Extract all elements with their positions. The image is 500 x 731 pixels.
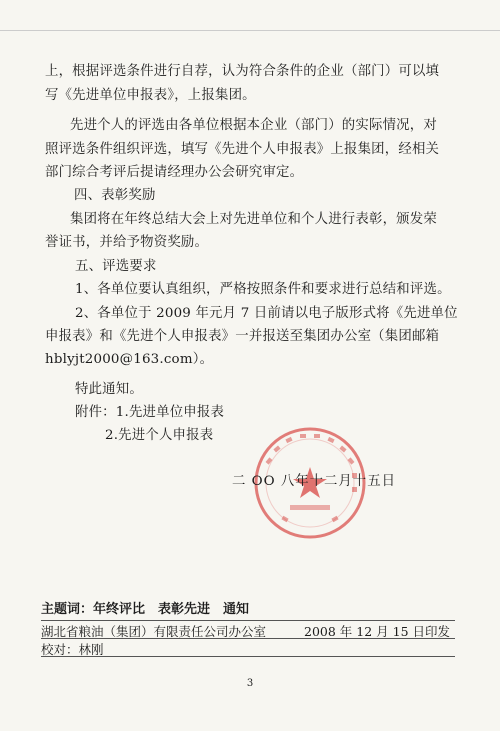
footer-rule — [41, 620, 455, 621]
footer-rule — [41, 638, 455, 639]
body-line: 2、各单位于 2009 年元月 7 日前请以电子版形式将《先进单位 — [75, 306, 458, 321]
proofreader: 校对：林刚 — [41, 642, 104, 657]
body-line: 上，根据评选条件进行自荐，认为符合条件的企业（部门）可以填 — [45, 64, 440, 79]
section-heading-commendation: 四、表彰奖励 — [74, 188, 156, 203]
footer-rule — [41, 656, 455, 657]
attachment-2: 2.先进个人申报表 — [105, 428, 214, 443]
body-line: 申报表》和《先进个人申报表》一并报送至集团办公室（集团邮箱 — [45, 329, 440, 344]
subject-keywords: 主题词：年终评比 表彰先进 通知 — [41, 602, 250, 617]
body-line: 誉证书，并给予物资奖励。 — [45, 235, 209, 250]
body-line: 先进个人的评选由各单位根据本企业（部门）的实际情况，对 — [70, 118, 437, 133]
body-line: 部门综合考评后提请经理办公会研究审定。 — [45, 165, 304, 180]
body-line: 1、各单位要认真组织，严格按照条件和要求进行总结和评选。 — [75, 282, 451, 297]
page-number: 3 — [246, 678, 254, 689]
body-line: 写《先进单位申报表》，上报集团。 — [45, 88, 256, 103]
notice-closing: 特此通知。 — [75, 382, 143, 397]
email-line: hblyjt2000@163.com）。 — [45, 352, 214, 367]
issue-date: 2008 年 12 月 15 日印发 — [304, 624, 450, 639]
section-heading-requirements: 五、评选要求 — [75, 259, 157, 274]
body-line: 集团将在年终总结大会上对先进单位和个人进行表彰，颁发荣 — [70, 212, 437, 227]
signature-date: 二 OO 八年十二月十五日 — [232, 474, 396, 489]
issuing-office: 湖北省粮油（集团）有限责任公司办公室 — [41, 624, 267, 639]
top-divider — [0, 30, 500, 31]
body-line: 照评选条件组织评选，填写《先进个人申报表》上报集团，经相关 — [45, 142, 440, 157]
attachment-1: 附件：1.先进单位申报表 — [75, 405, 225, 420]
